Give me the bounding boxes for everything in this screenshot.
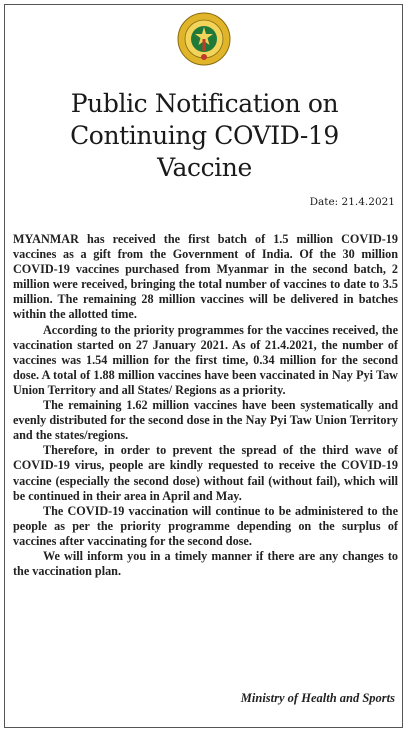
paragraph-3: The remaining 1.62 million vaccines have been systematically and evenly distributed for the second dose in the Nay Pyi Taw Union Territory and the states/regions. [13,398,398,443]
page-title: Public Notification on Continuing COVID-19 Vaccine [70,89,339,182]
paragraph-1: MYANMAR has received the first batch of 1.5 million COVID-19 vaccines as a gift from the Government of India. Of the 30 million COVID-19 vaccines purchased from Myanmar in the second batch, 2 million were received, bringing the total number of vaccines to date to 3.5 million. The remaining 28 million vaccines will be delivered in batches within the allotted time. [13,232,398,322]
paragraph-4: Therefore, in order to prevent the spread of the third wave of COVID-19 virus, people are kindly requested to receive the COVID-19 vaccine (especially the second dose) without fail (without fail), which will be continued in their area in April and May. [13,443,398,503]
signature: Ministry of Health and Sports [240,691,395,705]
notice-date: Date: 21.4.2021 [309,196,395,208]
paragraph-5: The COVID-19 vaccination will continue to be administered to the people as per the priority programme depending on the surplus of vaccines after vaccinating for the second dose. [13,503,398,548]
paragraph-2: According to the priority programmes for the vaccines received, the vaccination started on 27 January 2021. As of 21.4.2021, the number of vaccines was 1.54 million for the first time, 0.34 million for the second dose. A total of 1.88 million vaccines have been vaccinated in Nay Pyi Taw Union Territory and all States/ Regions as a priority. [13,322,398,397]
paragraph-6: We will inform you in a timely manner if there are any changes to the vaccination plan. [13,548,398,579]
ministry-emblem-icon [177,12,231,66]
notice-body [13,232,398,579]
